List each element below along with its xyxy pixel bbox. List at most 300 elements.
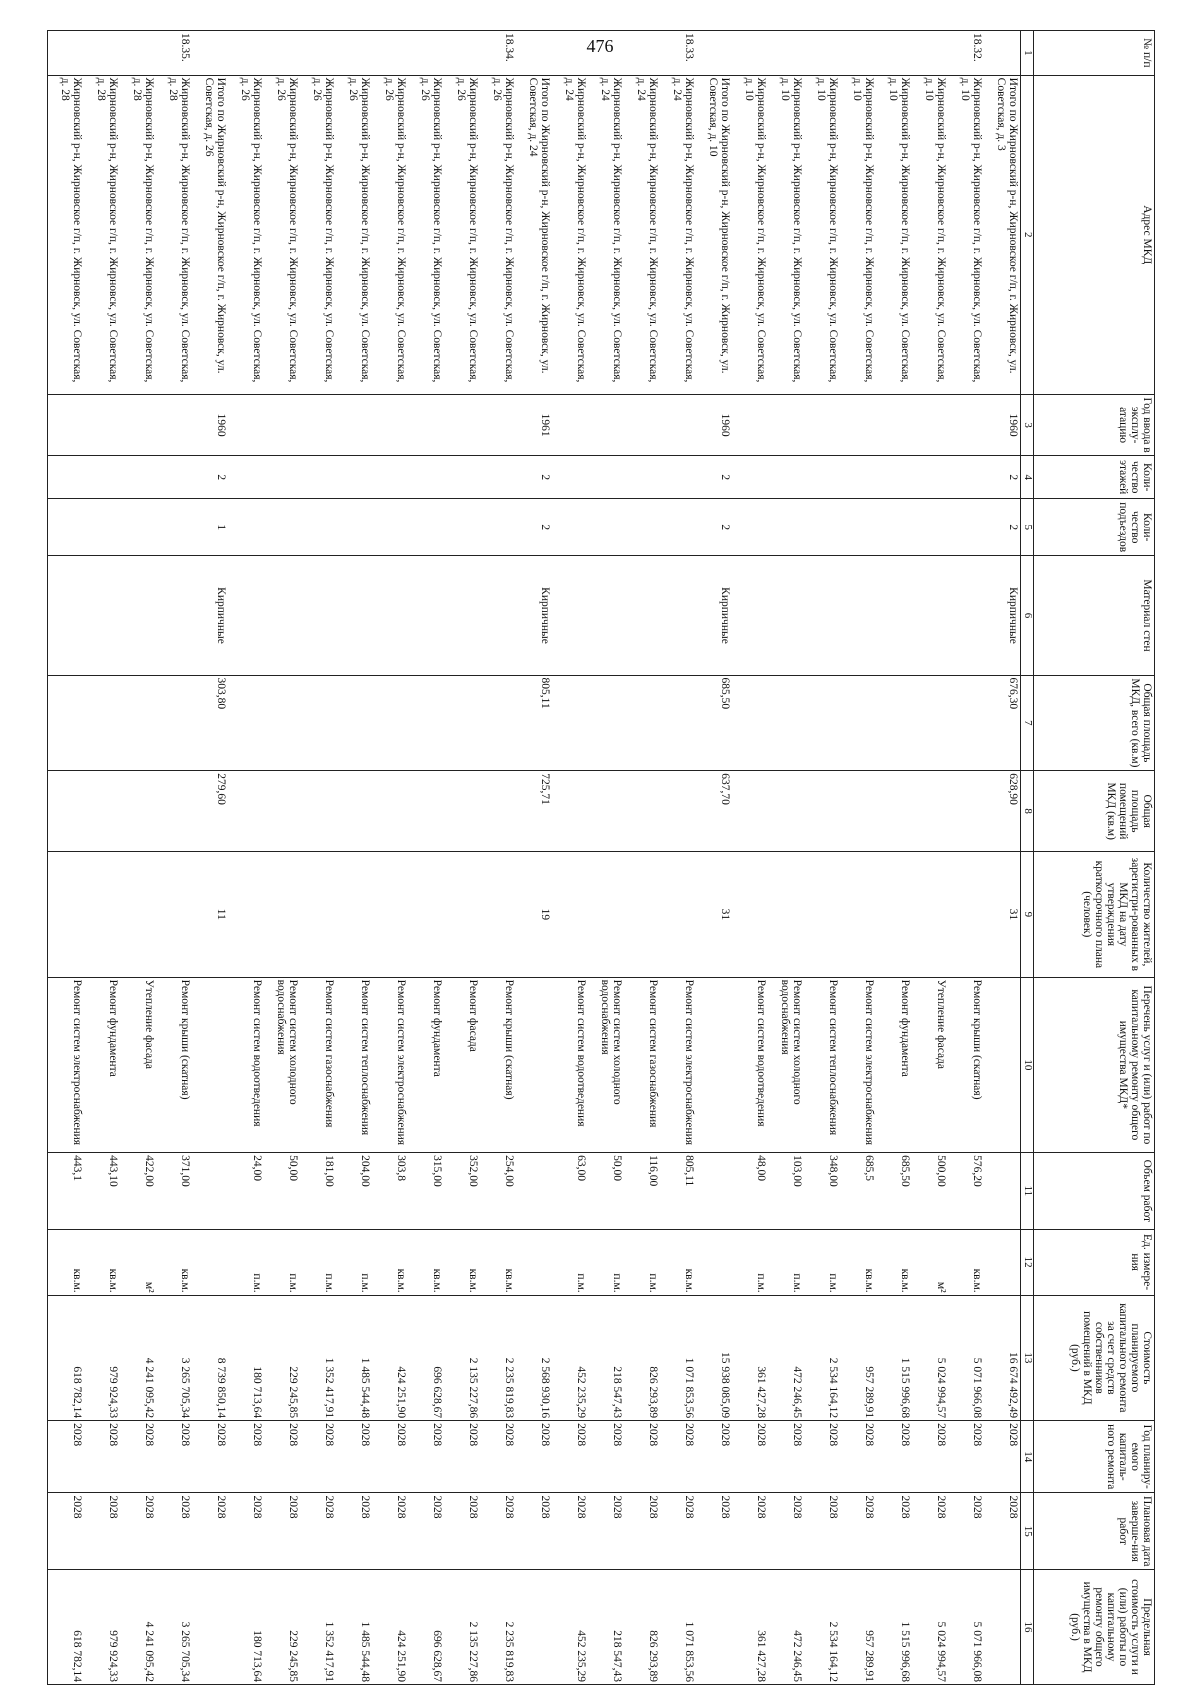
table-cell-col-1 — [624, 31, 660, 76]
table-cell-col-6 — [588, 556, 624, 675]
table-cell-col-11: 50,00 — [264, 1153, 300, 1230]
table-cell-col-11: 443,10 — [84, 1153, 120, 1230]
table-cell-col-2: Жирновский р-н, Жирновское г/п, г. Жирновск, ул. Советская, д. 26 — [228, 75, 264, 394]
capital-repair-table — [47, 30, 1155, 1685]
table-cell-col-6 — [948, 556, 984, 675]
table-cell-col-8: 279,60 — [192, 771, 228, 852]
table-cell-col-6 — [228, 556, 264, 675]
table-cell-col-5 — [264, 498, 300, 555]
table-cell-col-10: Ремонт систем электроснабжения — [660, 977, 696, 1153]
table-row — [264, 31, 300, 1685]
table-cell-col-11: 576,20 — [948, 1153, 984, 1230]
table-cell-col-14: 2028 — [480, 1421, 516, 1493]
table-cell-col-3 — [480, 394, 516, 456]
table-cell-col-13: 2 534 164,12 — [804, 1295, 840, 1421]
table-cell-col-16: 1 485 544,48 — [336, 1570, 372, 1685]
table-cell-col-15: 2028 — [840, 1493, 876, 1570]
table-cell-col-3 — [120, 394, 156, 456]
table-cell-col-15: 2028 — [696, 1493, 732, 1570]
table-cell-col-10: Ремонт крыши (скатная) — [948, 977, 984, 1153]
table-row — [84, 31, 120, 1685]
table-cell-col-7 — [876, 675, 912, 771]
table-cell-col-4 — [804, 456, 840, 499]
table-cell-col-14: 2028 — [804, 1421, 840, 1493]
table-cell-col-1: 18.34. — [480, 31, 516, 76]
table-cell-col-12: кв.м. — [408, 1229, 444, 1295]
table-cell-col-5 — [300, 498, 336, 555]
table-cell-col-3 — [552, 394, 588, 456]
table-cell-col-12 — [192, 1229, 228, 1295]
table-cell-col-7 — [768, 675, 804, 771]
table-cell-col-14: 2028 — [660, 1421, 696, 1493]
table-cell-col-1 — [408, 31, 444, 76]
table-cell-col-6 — [336, 556, 372, 675]
table-cell-col-14: 2028 — [264, 1421, 300, 1493]
table-row — [660, 31, 696, 1685]
table-cell-col-1 — [984, 31, 1021, 76]
table-cell-col-2: Жирновский р-н, Жирновское г/п, г. Жирновск, ул. Советская, д. 28 — [156, 75, 192, 394]
table-cell-col-7 — [228, 675, 264, 771]
table-cell-col-12: кв.м. — [84, 1229, 120, 1295]
table-cell-col-14: 2028 — [552, 1421, 588, 1493]
column-number-row — [1021, 31, 1034, 1685]
table-cell-col-1: 18.33. — [660, 31, 696, 76]
table-row — [840, 31, 876, 1685]
table-cell-col-11: 254,00 — [480, 1153, 516, 1230]
table-cell-col-14: 2028 — [984, 1421, 1021, 1493]
table-cell-col-6 — [444, 556, 480, 675]
table-cell-col-2: Жирновский р-н, Жирновское г/п, г. Жирновск, ул. Советская, д. 10 — [732, 75, 768, 394]
table-cell-col-13: 1 352 417,91 — [300, 1295, 336, 1421]
table-cell-col-7 — [732, 675, 768, 771]
table-cell-col-5 — [588, 498, 624, 555]
column-number-7: 7 — [1021, 675, 1034, 771]
table-cell-col-8: 628,90 — [984, 771, 1021, 852]
table-cell-col-1 — [804, 31, 840, 76]
table-cell-col-16: 4 241 095,42 — [120, 1570, 156, 1685]
column-header-15: Плановая дата заверше-ния работ — [1034, 1493, 1155, 1570]
table-cell-col-11 — [516, 1153, 552, 1230]
table-cell-col-7: 805,11 — [516, 675, 552, 771]
table-cell-col-13: 16 674 492,49 — [984, 1295, 1021, 1421]
table-cell-col-4 — [948, 456, 984, 499]
table-row — [120, 31, 156, 1685]
table-cell-col-15: 2028 — [660, 1493, 696, 1570]
table-cell-col-9 — [732, 852, 768, 978]
table-cell-col-10: Утепление фасада — [912, 977, 948, 1153]
table-cell-col-11: 422,00 — [120, 1153, 156, 1230]
table-cell-col-2: Итого по Жирновский р-н, Жирновское г/п, г. Жирновск, ул. Советская, д. 26 — [192, 75, 228, 394]
table-cell-col-8 — [300, 771, 336, 852]
table-row — [48, 31, 85, 1685]
table-cell-col-2: Жирновский р-н, Жирновское г/п, г. Жирновск, ул. Советская, д. 10 — [768, 75, 804, 394]
table-cell-col-7 — [804, 675, 840, 771]
table-cell-col-1 — [696, 31, 732, 76]
table-cell-col-13: 472 246,45 — [768, 1295, 804, 1421]
table-cell-col-13: 5 071 966,08 — [948, 1295, 984, 1421]
table-cell-col-9 — [444, 852, 480, 978]
table-cell-col-15: 2028 — [876, 1493, 912, 1570]
table-cell-col-9 — [156, 852, 192, 978]
table-cell-col-9: 31 — [696, 852, 732, 978]
table-cell-col-3 — [372, 394, 408, 456]
table-cell-col-7 — [120, 675, 156, 771]
table-cell-col-4 — [228, 456, 264, 499]
table-cell-col-12: п.м. — [768, 1229, 804, 1295]
table-cell-col-16: 424 251,90 — [372, 1570, 408, 1685]
table-cell-col-4 — [372, 456, 408, 499]
table-row — [624, 31, 660, 1685]
table-cell-col-11: 348,00 — [804, 1153, 840, 1230]
table-cell-col-5 — [444, 498, 480, 555]
table-cell-col-1 — [120, 31, 156, 76]
table-cell-col-10: Ремонт систем электроснабжения — [48, 977, 85, 1153]
table-cell-col-13: 15 938 085,09 — [696, 1295, 732, 1421]
table-cell-col-13: 452 235,29 — [552, 1295, 588, 1421]
table-cell-col-14: 2028 — [876, 1421, 912, 1493]
table-cell-col-3 — [948, 394, 984, 456]
table-cell-col-14: 2028 — [768, 1421, 804, 1493]
column-number-6: 6 — [1021, 556, 1034, 675]
column-header-12: Ед. измере-ния — [1034, 1229, 1155, 1295]
table-cell-col-2: Жирновский р-н, Жирновское г/п, г. Жирновск, ул. Советская, д. 26 — [480, 75, 516, 394]
table-cell-col-10: Ремонт фундамента — [84, 977, 120, 1153]
table-cell-col-15: 2028 — [84, 1493, 120, 1570]
table-cell-col-1: 18.32. — [948, 31, 984, 76]
table-cell-col-1 — [912, 31, 948, 76]
table-cell-col-13: 696 628,67 — [408, 1295, 444, 1421]
table-cell-col-16: 979 924,33 — [84, 1570, 120, 1685]
table-cell-col-6 — [84, 556, 120, 675]
table-cell-col-12: кв.м. — [444, 1229, 480, 1295]
table-cell-col-12: п.м. — [552, 1229, 588, 1295]
table-cell-col-4 — [660, 456, 696, 499]
table-cell-col-15: 2028 — [192, 1493, 228, 1570]
table-cell-col-12: п.м. — [300, 1229, 336, 1295]
table-cell-col-11: 500,00 — [912, 1153, 948, 1230]
table-cell-col-3 — [264, 394, 300, 456]
table-cell-col-14: 2028 — [372, 1421, 408, 1493]
table-cell-col-3 — [444, 394, 480, 456]
table-cell-col-2: Жирновский р-н, Жирновское г/п, г. Жирновск, ул. Советская, д. 24 — [588, 75, 624, 394]
table-cell-col-16: 229 245,85 — [264, 1570, 300, 1685]
table-cell-col-6 — [48, 556, 85, 675]
table-cell-col-15: 2028 — [120, 1493, 156, 1570]
column-number-5: 5 — [1021, 498, 1034, 555]
table-cell-col-11: 805,11 — [660, 1153, 696, 1230]
table-cell-col-16: 180 713,64 — [228, 1570, 264, 1685]
table-cell-col-4: 2 — [192, 456, 228, 499]
table-cell-col-16: 5 071 966,08 — [948, 1570, 984, 1685]
table-cell-col-4 — [264, 456, 300, 499]
table-cell-col-5 — [840, 498, 876, 555]
column-number-8: 8 — [1021, 771, 1034, 852]
table-cell-col-3 — [588, 394, 624, 456]
table-row — [300, 31, 336, 1685]
table-cell-col-4: 2 — [696, 456, 732, 499]
table-cell-col-2: Итого по Жирновский р-н, Жирновское г/п, г. Жирновск, ул. Советская, д. 3 — [984, 75, 1021, 394]
table-cell-col-3 — [336, 394, 372, 456]
table-cell-col-3: 1960 — [984, 394, 1021, 456]
table-cell-col-4 — [300, 456, 336, 499]
table-row — [732, 31, 768, 1685]
table-cell-col-8 — [876, 771, 912, 852]
table-cell-col-3: 1960 — [192, 394, 228, 456]
table-cell-col-9 — [372, 852, 408, 978]
table-cell-col-8 — [408, 771, 444, 852]
table-cell-col-9 — [768, 852, 804, 978]
table-cell-col-3 — [228, 394, 264, 456]
table-cell-col-9 — [264, 852, 300, 978]
table-cell-col-11: 48,00 — [732, 1153, 768, 1230]
table-cell-col-3 — [840, 394, 876, 456]
table-cell-col-9 — [480, 852, 516, 978]
table-row — [408, 31, 444, 1685]
table-cell-col-10: Ремонт систем холодного водоснабжения — [588, 977, 624, 1153]
table-cell-col-11 — [696, 1153, 732, 1230]
table-cell-col-15: 2028 — [768, 1493, 804, 1570]
table-cell-col-6 — [804, 556, 840, 675]
table-cell-col-13: 1 515 996,68 — [876, 1295, 912, 1421]
table-row — [516, 31, 552, 1685]
table-cell-col-7 — [624, 675, 660, 771]
table-cell-col-6 — [624, 556, 660, 675]
table-cell-col-14: 2028 — [696, 1421, 732, 1493]
table-cell-col-6 — [408, 556, 444, 675]
column-header-6: Материал стен — [1034, 556, 1155, 675]
table-cell-col-14: 2028 — [120, 1421, 156, 1493]
table-cell-col-6 — [300, 556, 336, 675]
table-cell-col-2: Жирновский р-н, Жирновское г/п, г. Жирновск, ул. Советская, д. 24 — [660, 75, 696, 394]
table-cell-col-2: Жирновский р-н, Жирновское г/п, г. Жирновск, ул. Советская, д. 26 — [372, 75, 408, 394]
table-cell-col-15: 2028 — [552, 1493, 588, 1570]
table-cell-col-4: 2 — [984, 456, 1021, 499]
table-cell-col-1 — [840, 31, 876, 76]
table-cell-col-12: п.м. — [336, 1229, 372, 1295]
table-row — [948, 31, 984, 1685]
table-cell-col-4 — [588, 456, 624, 499]
table-cell-col-13: 2 135 227,86 — [444, 1295, 480, 1421]
table-cell-col-3 — [912, 394, 948, 456]
table-cell-col-14: 2028 — [192, 1421, 228, 1493]
table-cell-col-4 — [552, 456, 588, 499]
table-cell-col-16: 5 024 994,57 — [912, 1570, 948, 1685]
table-cell-col-10 — [192, 977, 228, 1153]
table-cell-col-7: 685,50 — [696, 675, 732, 771]
table-row — [876, 31, 912, 1685]
table-cell-col-2: Жирновский р-н, Жирновское г/п, г. Жирновск, ул. Советская, д. 26 — [444, 75, 480, 394]
column-header-1: № п/п — [1034, 31, 1155, 76]
table-cell-col-9: 31 — [984, 852, 1021, 978]
table-cell-col-14: 2028 — [732, 1421, 768, 1493]
table-cell-col-9 — [876, 852, 912, 978]
table-cell-col-14: 2028 — [336, 1421, 372, 1493]
table-row — [336, 31, 372, 1685]
table-cell-col-11: 371,00 — [156, 1153, 192, 1230]
table-cell-col-10: Ремонт систем теплоснабжения — [804, 977, 840, 1153]
table-cell-col-5 — [336, 498, 372, 555]
table-cell-col-1 — [48, 31, 85, 76]
table-cell-col-7 — [948, 675, 984, 771]
table-cell-col-4 — [120, 456, 156, 499]
table-cell-col-2: Жирновский р-н, Жирновское г/п, г. Жирновск, ул. Советская, д. 26 — [300, 75, 336, 394]
table-cell-col-14: 2028 — [444, 1421, 480, 1493]
column-number-12: 12 — [1021, 1229, 1034, 1295]
table-cell-col-16: 472 246,45 — [768, 1570, 804, 1685]
table-cell-col-16: 361 427,28 — [732, 1570, 768, 1685]
table-cell-col-11 — [984, 1153, 1021, 1230]
table-cell-col-16: 3 265 705,34 — [156, 1570, 192, 1685]
table-cell-col-4 — [732, 456, 768, 499]
table-cell-col-8 — [444, 771, 480, 852]
table-cell-col-16: 2 534 164,12 — [804, 1570, 840, 1685]
table-cell-col-4 — [480, 456, 516, 499]
table-cell-col-15: 2028 — [732, 1493, 768, 1570]
table-cell-col-8 — [84, 771, 120, 852]
table-cell-col-5 — [48, 498, 85, 555]
table-cell-col-13: 957 289,91 — [840, 1295, 876, 1421]
table-cell-col-1 — [228, 31, 264, 76]
table-cell-col-10: Ремонт систем теплоснабжения — [336, 977, 372, 1153]
table-cell-col-16: 696 628,67 — [408, 1570, 444, 1685]
table-cell-col-8 — [480, 771, 516, 852]
table-cell-col-3 — [768, 394, 804, 456]
table-cell-col-6 — [732, 556, 768, 675]
rotated-table-container — [35, 30, 1155, 1685]
table-cell-col-12: кв.м. — [372, 1229, 408, 1295]
table-cell-col-3 — [408, 394, 444, 456]
table-cell-col-7 — [300, 675, 336, 771]
table-cell-col-10: Ремонт крыши (скатная) — [480, 977, 516, 1153]
table-cell-col-1 — [732, 31, 768, 76]
table-row — [588, 31, 624, 1685]
table-cell-col-3 — [300, 394, 336, 456]
table-cell-col-2: Жирновский р-н, Жирновское г/п, г. Жирновск, ул. Советская, д. 24 — [624, 75, 660, 394]
table-row — [228, 31, 264, 1685]
table-cell-col-15: 2028 — [300, 1493, 336, 1570]
table-cell-col-15: 2028 — [156, 1493, 192, 1570]
table-cell-col-7 — [588, 675, 624, 771]
table-cell-col-7 — [408, 675, 444, 771]
table-row — [768, 31, 804, 1685]
table-cell-col-4 — [48, 456, 85, 499]
table-cell-col-2: Итого по Жирновский р-н, Жирновское г/п, г. Жирновск, ул. Советская, д. 24 — [516, 75, 552, 394]
table-cell-col-10: Ремонт систем газоснабжения — [624, 977, 660, 1153]
table-cell-col-13: 979 924,33 — [84, 1295, 120, 1421]
table-cell-col-13: 3 265 705,34 — [156, 1295, 192, 1421]
table-cell-col-13: 424 251,90 — [372, 1295, 408, 1421]
table-cell-col-7 — [552, 675, 588, 771]
table-cell-col-7 — [660, 675, 696, 771]
table-cell-col-2: Жирновский р-н, Жирновское г/п, г. Жирновск, ул. Советская, д. 26 — [408, 75, 444, 394]
column-header-7: Общая площадь МКД, всего (кв.м) — [1034, 675, 1155, 771]
header-row — [1034, 31, 1155, 1685]
table-cell-col-1 — [768, 31, 804, 76]
table-cell-col-1 — [444, 31, 480, 76]
column-number-16: 16 — [1021, 1570, 1034, 1685]
table-cell-col-12: кв.м. — [156, 1229, 192, 1295]
table-cell-col-10: Ремонт систем водоотведения — [732, 977, 768, 1153]
table-cell-col-3 — [732, 394, 768, 456]
table-cell-col-16 — [696, 1570, 732, 1685]
table-cell-col-2: Итого по Жирновский р-н, Жирновское г/п, г. Жирновск, ул. Советская, д. 10 — [696, 75, 732, 394]
table-cell-col-5 — [624, 498, 660, 555]
table-cell-col-6 — [156, 556, 192, 675]
table-cell-col-13: 4 241 095,42 — [120, 1295, 156, 1421]
table-cell-col-5 — [156, 498, 192, 555]
table-row — [444, 31, 480, 1685]
column-number-3: 3 — [1021, 394, 1034, 456]
table-cell-col-16: 826 293,89 — [624, 1570, 660, 1685]
table-cell-col-7: 303,80 — [192, 675, 228, 771]
table-cell-col-12: кв.м. — [840, 1229, 876, 1295]
table-cell-col-9 — [660, 852, 696, 978]
table-cell-col-11: 50,00 — [588, 1153, 624, 1230]
table-cell-col-6: Кирпичные — [984, 556, 1021, 675]
table-cell-col-10 — [516, 977, 552, 1153]
table-cell-col-13: 180 713,64 — [228, 1295, 264, 1421]
table-cell-col-12: м² — [120, 1229, 156, 1295]
table-cell-col-3: 1960 — [696, 394, 732, 456]
table-cell-col-12: п.м. — [804, 1229, 840, 1295]
table-cell-col-10: Ремонт фундамента — [876, 977, 912, 1153]
table-cell-col-4 — [156, 456, 192, 499]
table-cell-col-2: Жирновский р-н, Жирновское г/п, г. Жирновск, ул. Советская, д. 28 — [120, 75, 156, 394]
table-cell-col-16 — [516, 1570, 552, 1685]
table-cell-col-10: Ремонт крыши (скатная) — [156, 977, 192, 1153]
table-cell-col-2: Жирновский р-н, Жирновское г/п, г. Жирновск, ул. Советская, д. 10 — [948, 75, 984, 394]
table-cell-col-10 — [984, 977, 1021, 1153]
table-cell-col-8 — [624, 771, 660, 852]
table-cell-col-7 — [156, 675, 192, 771]
table-cell-col-12: кв.м. — [48, 1229, 85, 1295]
table-cell-col-4 — [84, 456, 120, 499]
column-number-11: 11 — [1021, 1153, 1034, 1230]
table-cell-col-8 — [120, 771, 156, 852]
table-cell-col-14: 2028 — [912, 1421, 948, 1493]
table-cell-col-9 — [120, 852, 156, 978]
table-row — [804, 31, 840, 1685]
table-cell-col-16: 1 352 417,91 — [300, 1570, 336, 1685]
table-cell-col-5 — [372, 498, 408, 555]
table-cell-col-12 — [516, 1229, 552, 1295]
table-cell-col-2: Жирновский р-н, Жирновское г/п, г. Жирновск, ул. Советская, д. 10 — [876, 75, 912, 394]
table-cell-col-8: 637,70 — [696, 771, 732, 852]
table-cell-col-4 — [408, 456, 444, 499]
table-cell-col-12: п.м. — [588, 1229, 624, 1295]
table-cell-col-14: 2028 — [156, 1421, 192, 1493]
table-cell-col-8 — [804, 771, 840, 852]
table-cell-col-2: Жирновский р-н, Жирновское г/п, г. Жирновск, ул. Советская, д. 24 — [552, 75, 588, 394]
table-cell-col-9 — [588, 852, 624, 978]
table-cell-col-13: 826 293,89 — [624, 1295, 660, 1421]
table-cell-col-11: 24,00 — [228, 1153, 264, 1230]
table-cell-col-5 — [552, 498, 588, 555]
table-cell-col-13: 2 568 930,16 — [516, 1295, 552, 1421]
table-cell-col-11: 63,00 — [552, 1153, 588, 1230]
column-header-14: Год планиру-емого капиталь-ного ремонта — [1034, 1421, 1155, 1493]
table-cell-col-13: 2 235 819,83 — [480, 1295, 516, 1421]
table-cell-col-13: 361 427,28 — [732, 1295, 768, 1421]
table-cell-col-7 — [480, 675, 516, 771]
table-body — [48, 31, 1021, 1685]
table-cell-col-9 — [300, 852, 336, 978]
table-cell-col-9 — [408, 852, 444, 978]
table-cell-col-14: 2028 — [84, 1421, 120, 1493]
table-cell-col-8 — [552, 771, 588, 852]
table-cell-col-9: 19 — [516, 852, 552, 978]
table-cell-col-15: 2028 — [408, 1493, 444, 1570]
